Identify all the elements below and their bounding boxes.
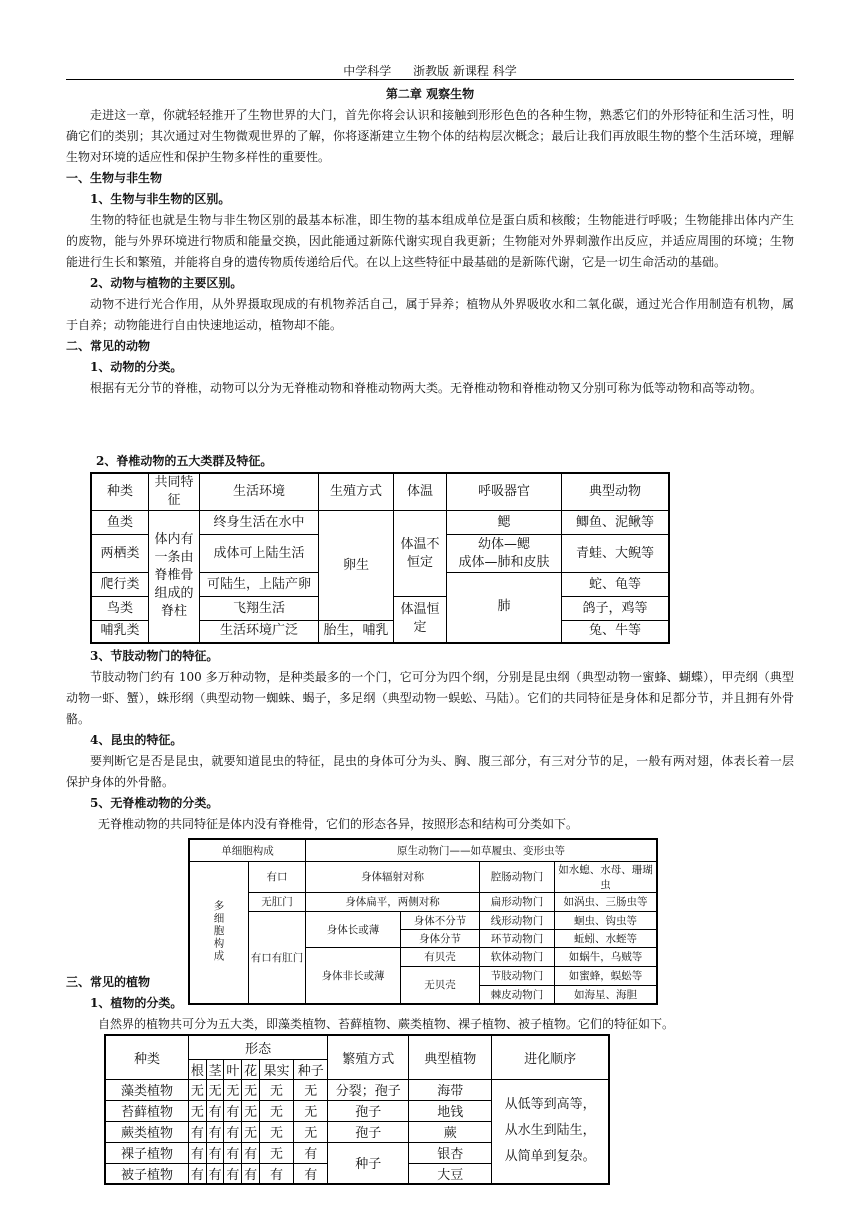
s1-title: 一、生物与非生物 [66,171,163,185]
t1-kind: 爬行类 [91,573,149,597]
t3-cell: 无 [294,1100,328,1121]
t3-cell: 有 [224,1163,242,1184]
t1-typ: 鲫鱼、泥鳅等 [562,511,670,535]
intro-paragraph: 走进这一章，你就轻轻推开了生物世界的大门，首先你将会认识和接触到形形色色的各种生物，熟悉它们的外形特征和生活习性，明确它们的类别；其次通过对生物微观世界的了解，你将逐渐建立生物个体的结构层次概念；最后让我们再放眼生物的整个生活环境，理解生物对环境的适应性和保护生物多样性的重要性。 [66,108,794,164]
s2-sub3: 3、节肢动物门的特征。 [90,649,219,663]
t1-h-kind: 种类 [91,473,149,511]
t2-multi-text: 多细胞构成 [212,899,225,962]
t3-repro: 孢子 [328,1121,409,1142]
t2-nema: 线形动物门 [480,911,555,929]
s2-sub2: 2、脊椎动物的五大类群及特征。 [96,454,273,468]
t2-notlong: 身体非长或薄 [306,947,401,1004]
t3-h-evo: 进化顺序 [492,1035,609,1079]
t2-echi-ex: 如海星、海胆 [555,985,658,1004]
t2-nema-ex: 蛔虫、钩虫等 [555,911,658,929]
t2-moll-ex: 如蜗牛，乌贼等 [555,947,658,966]
t3-part: 根 [189,1059,207,1079]
t1-h-temp: 体温 [394,473,447,511]
t1-repro: 卵生 [319,511,394,621]
t1-resp-b: 成体—肺和皮肤 [458,554,550,570]
t1-h-env: 生活环境 [200,473,319,511]
t3-part: 花 [242,1059,260,1079]
t3-name: 被子植物 [105,1163,189,1184]
t1-h-common: 共同特征 [149,473,200,511]
t3-cell: 无 [294,1079,328,1100]
t1-kind: 鸟类 [91,597,149,621]
t2-annel-ex: 蚯蚓、水蛭等 [555,929,658,947]
t2-flat-ex: 如涡虫、三肠虫等 [555,892,658,911]
t3-typ: 海带 [409,1079,492,1100]
t1-typ: 青蛙、大鲵等 [562,535,670,573]
t3-cell: 无 [224,1079,242,1100]
s2-p1: 根据有无分节的脊椎，动物可以分为无脊椎动物和脊椎动物两大类。无脊椎动物和脊椎动物又分别可称为低等动物和高等动物。 [90,381,763,395]
t3-typ: 地钱 [409,1100,492,1121]
t3-cell: 有 [242,1142,260,1163]
t1-typ: 鸽子，鸡等 [562,597,670,621]
t2-single: 单细胞构成 [189,839,306,861]
t2-shell: 有贝壳 [401,947,480,966]
t1-common: 体内有一条由脊椎骨组成的脊柱 [149,511,200,643]
t3-evo-3: 从简单到复杂。 [504,1149,596,1165]
s3-title: 三、常见的植物 [66,975,151,989]
s2-sub4: 4、昆虫的特征。 [90,733,183,747]
s1-sub2: 2、动物与植物的主要区别。 [90,276,243,290]
t1-h-typ: 典型动物 [562,473,670,511]
t2-long: 身体长或薄 [306,911,401,947]
t3-cell: 有 [189,1142,207,1163]
t2-mouth: 有口 [249,861,306,892]
s1-p2: 动物不进行光合作用，从外界摄取现成的有机物养活自己，属于异养；植物从外界吸收水和二氧化碳，通过光合作用制造有机物，属于自养；动物能进行自由快速地运动，植物却不能。 [66,297,794,332]
t3-cell: 有 [224,1142,242,1163]
t1-resp: 肺 [447,573,562,643]
t2-radial: 身体辐射对称 [306,861,480,892]
t1-temp: 体温不恒定 [394,511,447,597]
t1-kind: 两栖类 [91,535,149,573]
t3-part: 叶 [224,1059,242,1079]
t3-cell: 有 [206,1100,224,1121]
t1-env: 生活环境广泛 [200,621,319,643]
t3-cell: 无 [189,1079,207,1100]
t3-cell: 无 [259,1079,293,1100]
t2-with-anus: 有口有肛门 [249,911,306,1004]
t3-h-kind: 种类 [105,1035,189,1079]
s2-p3: 节肢动物门约有 100 多万种动物，是种类最多的一个门，它可分为四个纲，分别是昆虫纲（典型动物一蜜蜂、蝴蝶），甲壳纲（典型动物一虾、蟹），蛛形纲（典型动物一蜘蛛、蝎子，多足纲（典型动物一蜈蚣、马陆）。它们的共同特征是身体和足都分节，并且拥有外骨骼。 [66,670,794,726]
t3-h-typ: 典型植物 [409,1035,492,1079]
t3-part: 种子 [294,1059,328,1079]
s2-sub2-wrap [66,451,794,472]
t3-repro: 种子 [328,1142,409,1184]
s2-title: 二、常见的动物 [66,339,151,353]
t3-cell: 有 [294,1163,328,1184]
t2-flat: 身体扁平，两侧对称 [306,892,480,911]
t1-resp [447,535,562,573]
t1-env: 飞翔生活 [200,597,319,621]
t2-noshell: 无贝壳 [401,966,480,1004]
t1-h-resp: 呼吸器官 [447,473,562,511]
t2-protozoa: 原生动物门——如草履虫、变形虫等 [306,839,658,861]
t1-resp-a: 幼体—鳃 [477,536,530,552]
t1-env: 成体可上陆生活 [200,535,319,573]
t3-part: 茎 [206,1059,224,1079]
t3-name: 苔藓植物 [105,1100,189,1121]
t3-cell: 无 [206,1079,224,1100]
header-left: 中学科学 [343,64,392,78]
t1-resp: 鳃 [447,511,562,535]
t2-cnid-ex: 如水螅、水母、珊瑚虫 [555,861,658,892]
t1-h-repro: 生殖方式 [319,473,394,511]
t3-cell: 无 [242,1121,260,1142]
t3-cell: 有 [294,1142,328,1163]
s1-sub1: 1、生物与非生物的区别。 [90,192,231,206]
plant-table [104,1034,610,1185]
t2-arth: 节肢动物门 [480,966,555,985]
t3-h-form: 形态 [189,1035,328,1059]
s3-p1: 自然界的植物共可分为五大类，即藻类植物、苔藓植物、蕨类植物、裸子植物、被子植物。它们的特征如下。 [98,1017,675,1031]
page-header [0,62,860,79]
t3-cell: 有 [206,1142,224,1163]
s2-sub5: 5、无脊椎动物的分类。 [90,796,219,810]
t3-cell: 无 [259,1142,293,1163]
t2-noseg: 身体不分节 [401,911,480,929]
t2-echi: 棘皮动物门 [480,985,555,1004]
chapter-title: 第二章 观察生物 [385,87,475,101]
t3-repro: 孢子 [328,1100,409,1121]
t2-no-anus: 无肛门 [249,892,306,911]
s3-sub1: 1、植物的分类。 [90,996,183,1010]
t1-kind: 哺乳类 [91,621,149,643]
t2-seg: 身体分节 [401,929,480,947]
t2-moll: 软体动物门 [480,947,555,966]
t3-cell: 无 [242,1079,260,1100]
s2-p4: 要判断它是否是昆虫，就要知道昆虫的特征，昆虫的身体可分为头、胸、腹三部分，有三对分节的足，一般有两对翅，体表长着一层保护身体的外骨骼。 [66,754,794,789]
s2-p5: 无脊椎动物的共同特征是体内没有脊椎骨，它们的形态各异，按照形态和结构可分类如下。 [98,817,579,831]
t3-name: 藻类植物 [105,1079,189,1100]
t3-repro: 分裂；孢子 [328,1079,409,1100]
t3-cell: 有 [206,1163,224,1184]
t3-cell: 有 [206,1121,224,1142]
t3-typ: 银杏 [409,1142,492,1163]
section-arthropod [66,646,794,835]
t1-typ: 兔、牛等 [562,621,670,643]
t3-cell: 有 [224,1100,242,1121]
t3-cell: 无 [259,1121,293,1142]
t3-evo-2: 从水生到陆生， [504,1123,596,1139]
t3-typ: 蕨 [409,1121,492,1142]
t3-typ: 大豆 [409,1163,492,1184]
t3-cell: 有 [242,1163,260,1184]
t3-cell: 有 [259,1163,293,1184]
t3-evo [492,1079,609,1184]
t3-cell: 无 [189,1100,207,1121]
t2-flatworm: 扁形动物门 [480,892,555,911]
t1-env: 终身生活在水中 [200,511,319,535]
s1-p1: 生物的特征也就是生物与非生物区别的最基本标准，即生物的基本组成单位是蛋白质和核酸；生物能进行呼吸；生物能排出体内产生的废物，能与外界环境进行物质和能量交换，因此能通过新陈代谢实现自我更新；生物能对外界刺激作出反应，并适应周围的环境；生物能进行生长和繁殖，并能将自身的遗传物质传递给后代。在以上这些特征中最基础的是新陈代谢，它是一切生命活动的基础。 [66,213,794,269]
t3-name: 蕨类植物 [105,1121,189,1142]
t1-repro: 胎生，哺乳 [319,621,394,643]
t2-annel: 环节动物门 [480,929,555,947]
t3-cell: 无 [259,1100,293,1121]
header-rule [66,79,794,80]
section-plants [66,972,794,1035]
t1-kind: 鱼类 [91,511,149,535]
header-right: 浙教版 新课程 科学 [413,64,517,78]
t1-temp: 体温恒定 [394,597,447,643]
t3-cell: 有 [189,1121,207,1142]
vertebrate-table [90,472,670,644]
t2-arth-ex: 如蜜蜂，蜈蚣等 [555,966,658,985]
t3-cell: 无 [242,1100,260,1121]
t3-part: 果实 [259,1059,293,1079]
section-intro [66,84,794,399]
t2-cnid: 腔肠动物门 [480,861,555,892]
t3-h-repro: 繁殖方式 [328,1035,409,1079]
t3-cell: 有 [189,1163,207,1184]
s2-sub1: 1、动物的分类。 [90,360,183,374]
t3-name: 裸子植物 [105,1142,189,1163]
t1-env: 可陆生，上陆产卵 [200,573,319,597]
t3-cell: 有 [224,1121,242,1142]
t3-evo-1: 从低等到高等， [504,1097,596,1113]
t1-typ: 蛇、龟等 [562,573,670,597]
t3-cell: 无 [294,1121,328,1142]
